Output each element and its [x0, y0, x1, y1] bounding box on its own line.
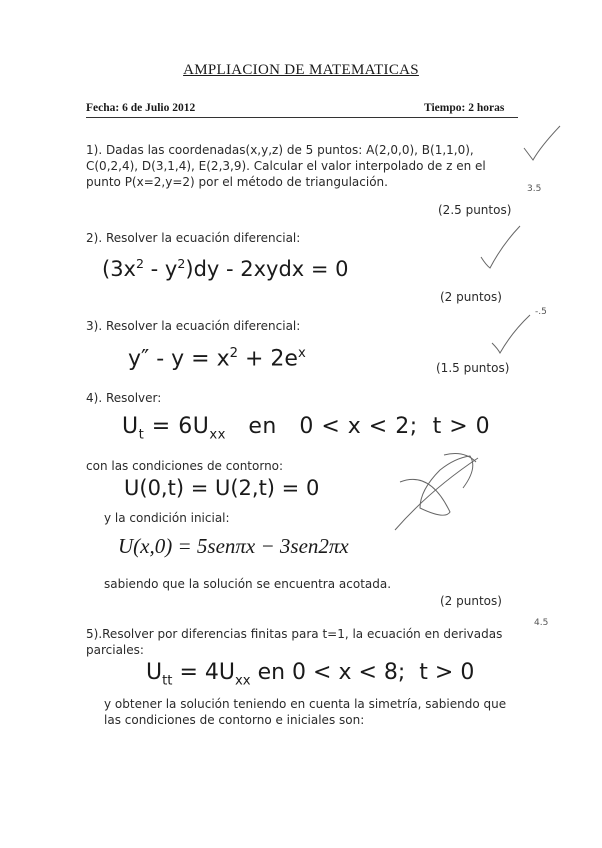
- problem-2-equation: $(3x^2 - y^2)dy$ - 2xydx = 0: [102, 256, 349, 281]
- problem-3-intro: 3). Resolver la ecuación diferencial:: [86, 319, 301, 333]
- problem-1-points: (2.5 puntos): [438, 203, 512, 217]
- exam-title: AMPLIACION DE MATEMATICAS: [183, 62, 419, 78]
- problem-4-equation: $U_t = 6U_{xx}$ en 0 < x < 2; t > 0: [122, 414, 491, 443]
- checkmark-icon: [481, 226, 520, 268]
- problem-2-intro: 2). Resolver la ecuación diferencial:: [86, 231, 301, 245]
- problem-5-line-2: parciales:: [86, 643, 144, 657]
- cross-mark-icon: [395, 458, 478, 530]
- cross-mark-icon: [400, 456, 473, 515]
- problem-1-line-3: punto P(x=2,y=2) por el método de triangulación.: [86, 175, 388, 189]
- problem-5-equation: $U_{tt} = 4U_{xx}$ en 0 < x < 8; t > 0: [146, 660, 475, 689]
- problem-4-boundary-equation: U(0,t) = U(2,t) = 0: [124, 476, 320, 500]
- problem-1-line-1: 1). Dadas las coordenadas(x,y,z) de 5 puntos: A(2,0,0), B(1,1,0),: [86, 143, 474, 157]
- problem-3-equation: $y'' - y = x^2 + 2e^x$: [128, 346, 306, 372]
- exam-date: Fecha: 6 de Julio 2012: [86, 102, 196, 114]
- problem-4-intro: 4). Resolver:: [86, 391, 162, 405]
- problem-1-line-2: C(0,2,4), D(3,1,4), E(2,3,9). Calcular el valor interpolado de z en el: [86, 159, 486, 173]
- problem-4-initial-equation: U(x,0) = 5senπx − 3sen2πx: [118, 534, 349, 558]
- problem-5-after-line-2: las condiciones de contorno e iniciales son:: [104, 713, 365, 727]
- problem-4-bounded-note: sabiendo que la solución se encuentra acotada.: [104, 577, 392, 591]
- problem-4-initial-intro: y la condición inicial:: [104, 511, 230, 525]
- checkmark-icon: [524, 126, 560, 160]
- margin-mark-5: 4.5: [534, 618, 549, 628]
- exam-time: Tiempo: 2 horas: [424, 102, 505, 114]
- problem-4-boundary-intro: con las condiciones de contorno:: [86, 459, 284, 473]
- checkmark-icon: [492, 315, 530, 353]
- problem-4-points: (2 puntos): [440, 594, 502, 608]
- margin-mark-1: 3.5: [527, 184, 542, 194]
- problem-3-points: (1.5 puntos): [436, 361, 510, 375]
- margin-mark-3: -.5: [535, 307, 547, 317]
- problem-5-line-1: 5).Resolver por diferencias finitas para t=1, la ecuación en derivadas: [86, 627, 503, 641]
- problem-2-points: (2 puntos): [440, 290, 502, 304]
- problem-5-after-line-1: y obtener la solución teniendo en cuenta la simetría, sabiendo que: [104, 697, 507, 711]
